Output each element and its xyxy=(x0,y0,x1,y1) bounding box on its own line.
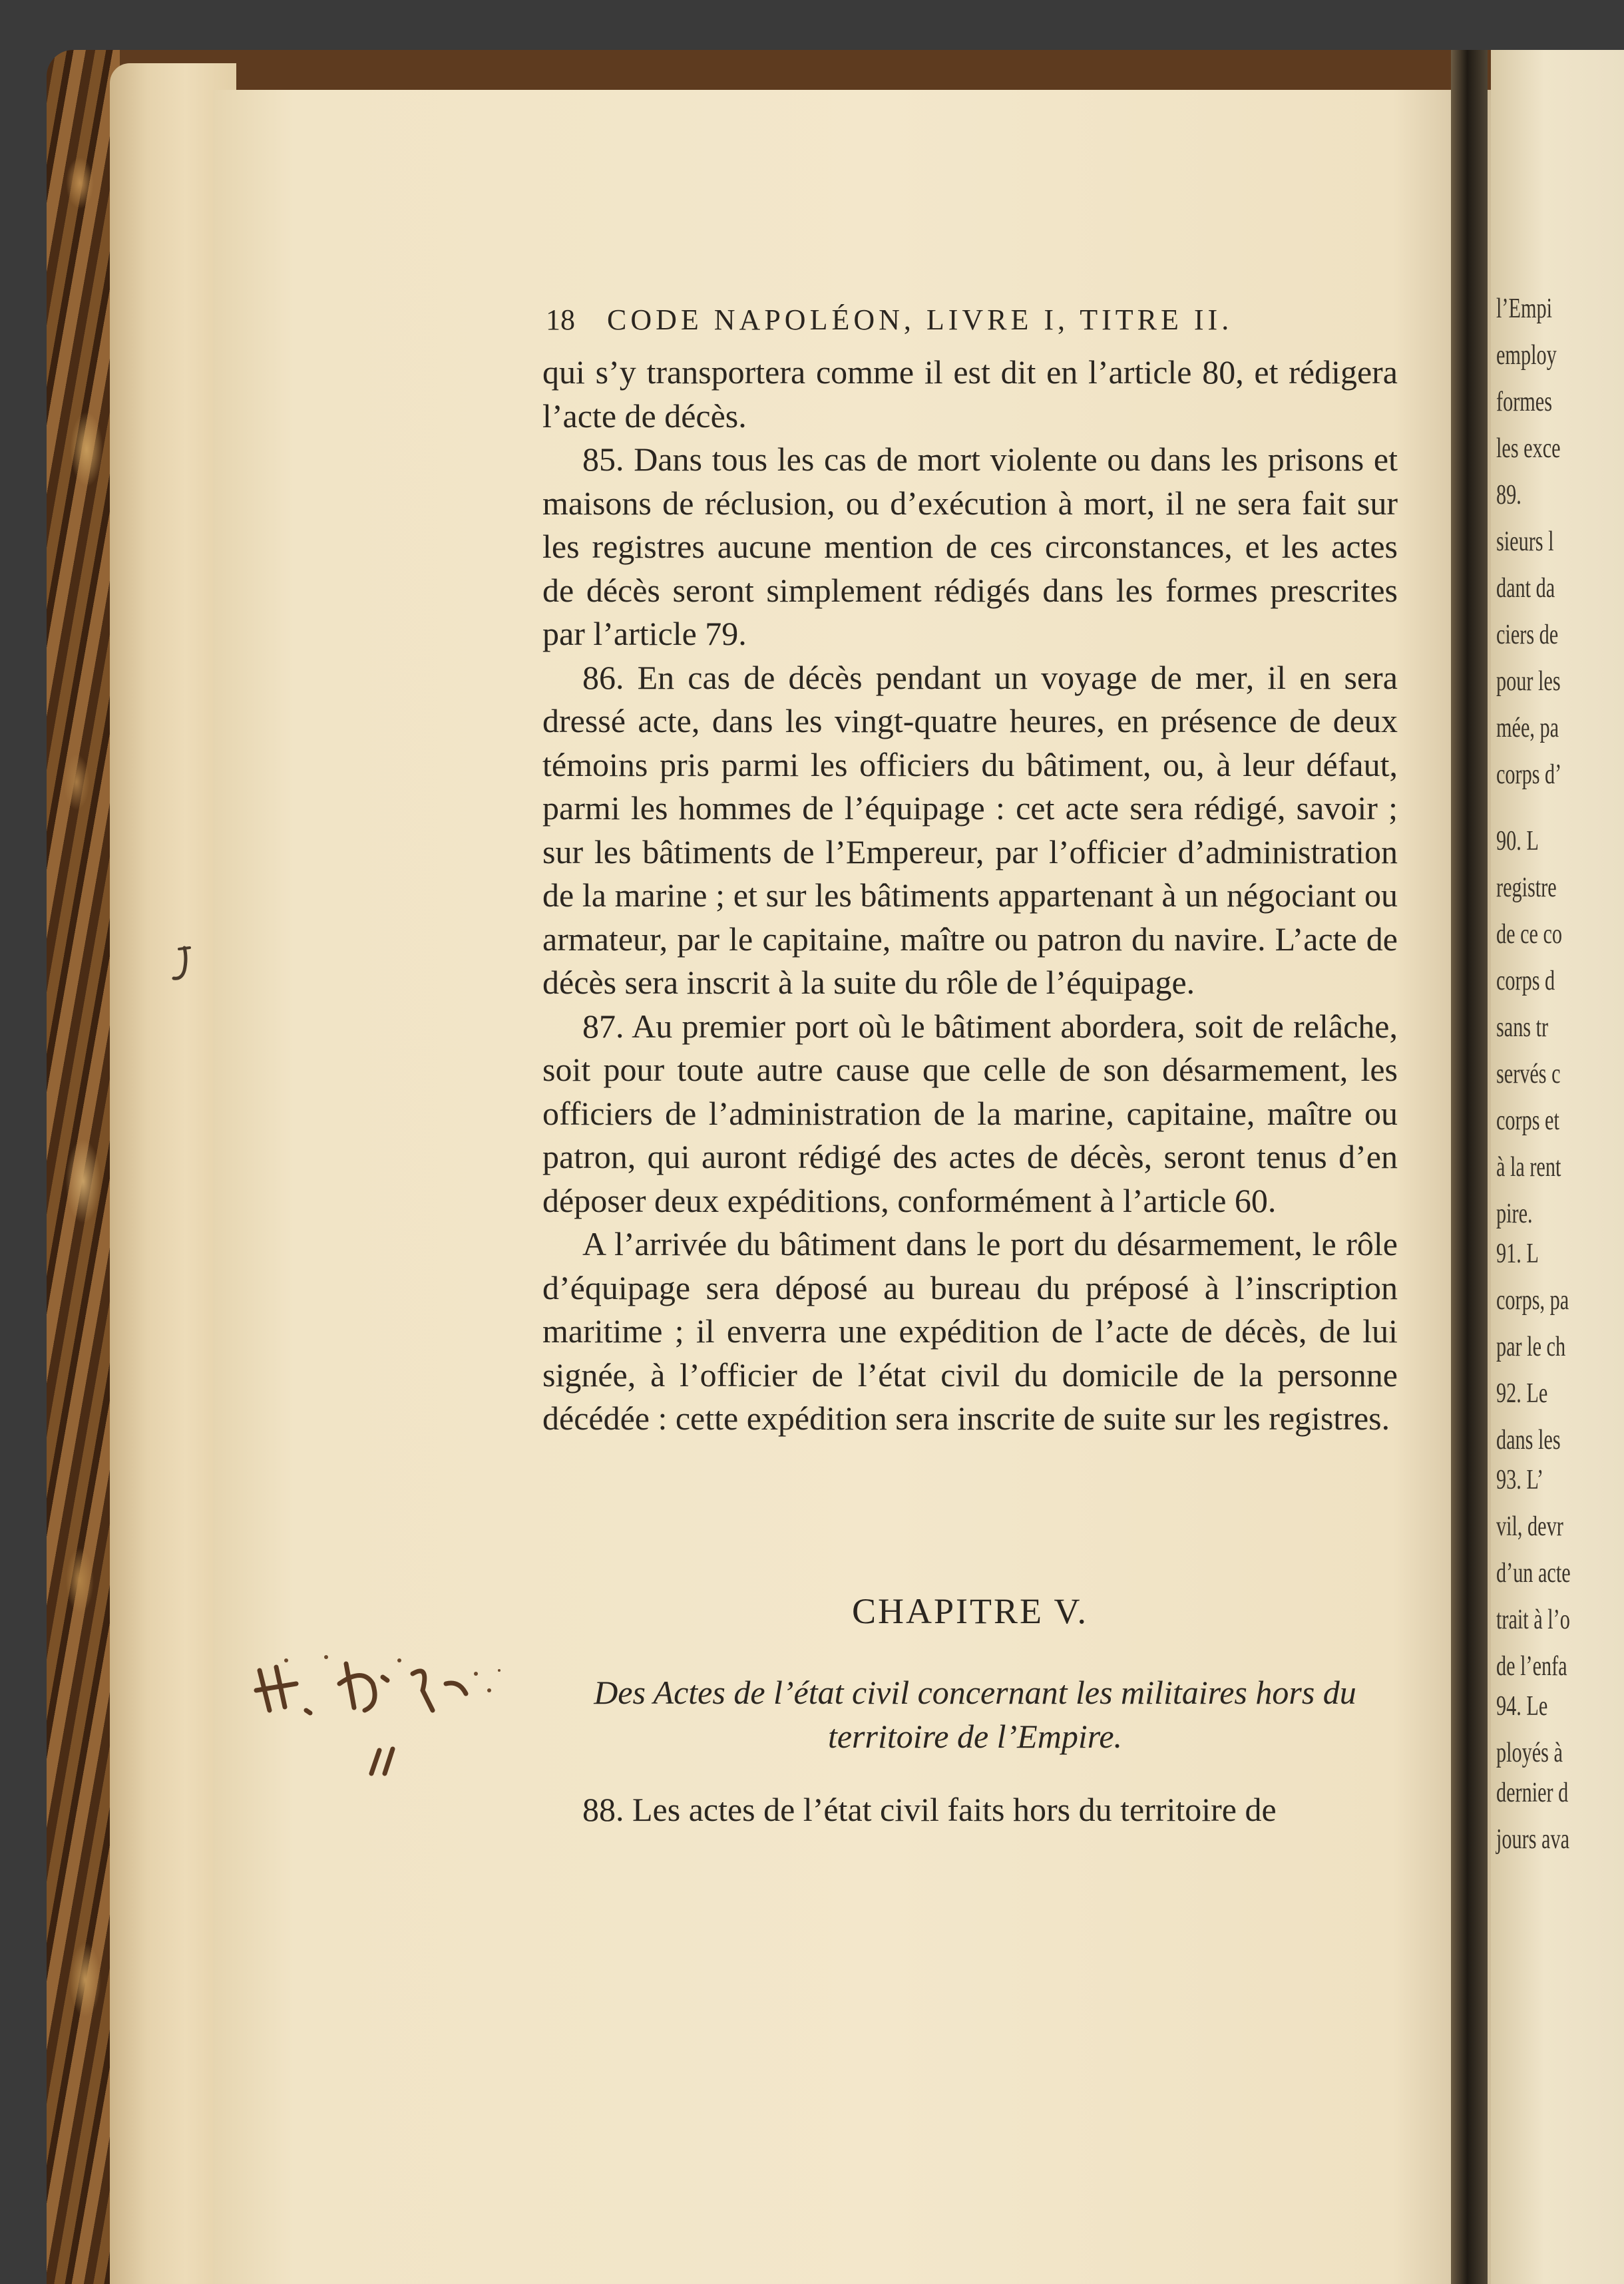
facing-page-fragment: sieurs l xyxy=(1496,526,1554,557)
facing-page-fragment: employ xyxy=(1496,340,1557,371)
facing-page-fragment: jours ava xyxy=(1496,1824,1570,1855)
facing-page-fragment: ployés à xyxy=(1496,1738,1563,1768)
facing-page-fragment: dans les xyxy=(1496,1425,1561,1455)
paragraph-continuation: qui s’y transportera comme il est dit en l’article 80, et rédigera l’acte de décès. xyxy=(542,353,1398,435)
facing-page-fragment: corps d xyxy=(1496,966,1555,996)
facing-page-fragment: 94. Le xyxy=(1496,1691,1548,1722)
chapter-title: CHAPITRE V. xyxy=(851,1591,1089,1631)
chapter-subtitle-line-1: Des Actes de l’état civil concernant les militaires hors du xyxy=(594,1674,1356,1711)
facing-page-fragment: par le ch xyxy=(1496,1332,1566,1362)
facing-page-fragment: de ce co xyxy=(1496,919,1563,950)
facing-page-fragment: les exce xyxy=(1496,433,1561,464)
facing-page xyxy=(1491,50,1624,2284)
facing-page-fragment: d’un acte xyxy=(1496,1558,1571,1589)
margin-pencil-mark xyxy=(170,945,196,985)
facing-page-fragment: formes xyxy=(1496,387,1552,417)
facing-page-fragment: corps et xyxy=(1496,1105,1559,1136)
body-text xyxy=(542,351,1398,1441)
chapter-subtitle xyxy=(542,1670,1408,1758)
facing-page-fragment: vil, devr xyxy=(1496,1511,1563,1542)
facing-page-fragment: 91. L xyxy=(1496,1238,1539,1269)
facing-page-fragment: ciers de xyxy=(1496,620,1559,650)
facing-page-fragment: sans tr xyxy=(1496,1012,1549,1043)
article-88-start: 88. Les actes de l’état civil faits hors du territoire de xyxy=(582,1791,1277,1828)
facing-page-fragment: à la rent xyxy=(1496,1152,1561,1183)
facing-page-fragment: dant da xyxy=(1496,573,1555,604)
chapter-subtitle-line-2: territoire de l’Empire. xyxy=(827,1718,1123,1755)
article-86: 86. En cas de décès pendant un voyage de mer, il en sera dressé acte, dans les vingt-quatre heures, en présence de deux témoins pris parmi les officiers du bâtiment, ou, à leur défaut, parmi les hommes de l’équipage : cet acte sera rédigé, savoir ; sur les bâtiments de l’Empereur, par l’officier d’administration de la marine ; et sur les bâtiments appartenant à un négociant ou armateur, par le capitaine, maître ou patron du navire. L’acte de décès sera inscrit à la suite du rôle de l’équipage. xyxy=(542,658,1398,1001)
facing-page-fragment: 90. L xyxy=(1496,826,1539,856)
marbled-edge xyxy=(47,50,120,2284)
facing-page-fragment: 93. L’ xyxy=(1496,1465,1544,1495)
facing-page-fragment: 89. xyxy=(1496,480,1522,510)
facing-page-fragment: dernier d xyxy=(1496,1778,1569,1808)
facing-page-fragment: corps d’ xyxy=(1496,759,1562,790)
facing-page-fragment: pour les xyxy=(1496,666,1561,697)
facing-page-fragment: trait à l’o xyxy=(1496,1605,1570,1635)
facing-page-fragment: registre xyxy=(1496,872,1557,903)
facing-page-fragment: mée, pa xyxy=(1496,713,1559,743)
facing-page-fragment: 92. Le xyxy=(1496,1378,1548,1409)
book-gutter xyxy=(1451,50,1488,2284)
facing-page-fragment: l’Empi xyxy=(1496,293,1552,324)
running-title: CODE NAPOLÉON, LIVRE I, TITRE II. xyxy=(607,303,1233,336)
article-87: 87. Au premier port où le bâtiment abordera, soit de relâche, soit pour toute autre cause que celle de son désarmement, les officiers de l’administration de la marine, capitaine, maître ou patron, qui auront rédigé des actes de décès, seront tenus d’en déposer deux expéditions, conformément à l’article 60. xyxy=(542,1007,1398,1219)
article-85: 85. Dans tous les cas de mort violente ou dans les prisons et maisons de réclusion, ou d’exécution à mort, il ne sera fait sur les registres aucune mention de ces circonstances, et les actes de décès seront simplement rédigés dans les formes prescrites par l’article 79. xyxy=(542,441,1398,652)
facing-page-fragment: corps, pa xyxy=(1496,1285,1569,1316)
facing-page-fragment: pire. xyxy=(1496,1199,1533,1229)
facing-page-fragment: de l’enfa xyxy=(1496,1651,1567,1682)
handwritten-annotation xyxy=(246,1644,539,1777)
article-87-continued: A l’arrivée du bâtiment dans le port du désarmement, le rôle d’équipage sera déposé au bureau du préposé à l’inscription maritime ; il enverra une expédition de l’acte de décès, de lui signée, à l’officier de l’état civil du domicile de la personne décédée : cette expédition sera inscrite de suite sur les registres. xyxy=(542,1225,1398,1437)
facing-page-fragment: servés c xyxy=(1496,1059,1561,1089)
running-header xyxy=(546,303,1271,343)
page-number: 18 xyxy=(546,303,575,336)
